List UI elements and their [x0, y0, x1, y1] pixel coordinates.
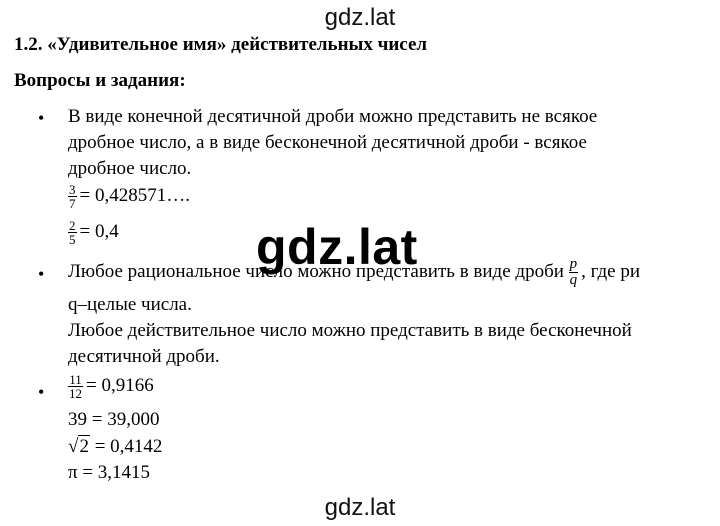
block1-line-3: дробное число.	[68, 158, 192, 179]
numerator: 2	[69, 218, 76, 233]
denominator: 7	[69, 196, 76, 211]
block2-text-after: , где pи	[581, 260, 641, 282]
example-value: = 0,428571….	[79, 184, 190, 206]
block2-line-2: q–целые числа.	[68, 294, 192, 315]
block1-line-2: дробное число, а в виде бесконечной десятичной дроби - всякое	[68, 132, 587, 153]
denominator: q	[569, 272, 578, 288]
bullet-2: •	[38, 264, 45, 284]
example-fraction-3-7	[68, 183, 190, 210]
example-fraction-2-5	[68, 219, 119, 246]
block2-text: Любое рациональное число можно представить в виде дроби	[68, 260, 564, 282]
fraction	[68, 373, 83, 400]
example-fraction-11-12	[68, 373, 154, 400]
example-39: 39 = 39,000	[68, 409, 160, 430]
example-value: = 0,4142	[94, 436, 163, 457]
block2-line-4: десятичной дроби.	[68, 346, 220, 367]
bullet-3: •	[38, 382, 45, 402]
radicand: 2	[79, 436, 89, 457]
section-title: 1.2. «Удивительное имя» действительных чисел	[14, 34, 428, 55]
numerator: p	[569, 256, 578, 272]
numerator: 11	[69, 372, 82, 387]
fraction	[68, 183, 77, 210]
section-subtitle: Вопросы и задания:	[14, 70, 186, 91]
block2-line-3: Любое действительное число можно представить в виде бесконечной	[68, 320, 632, 341]
denominator: 12	[69, 386, 82, 401]
numerator: 3	[69, 182, 76, 197]
bullet-1: •	[38, 108, 45, 128]
example-value: = 0,4	[79, 220, 119, 242]
example-pi: π = 3,1415	[68, 462, 151, 483]
fraction	[68, 219, 77, 246]
denominator: 5	[69, 232, 76, 247]
example-value: = 0,9166	[86, 374, 154, 396]
sqrt-symbol: √2	[68, 436, 89, 457]
block1-line-1: В виде конечной десятичной дроби можно представить не всякое	[68, 106, 598, 127]
watermark-top: gdz.lat	[324, 4, 396, 31]
example-sqrt-2	[68, 436, 162, 458]
watermark-middle: gdz.lat	[256, 219, 418, 275]
fraction-p-q	[569, 257, 579, 288]
watermark-bottom: gdz.lat	[324, 494, 396, 521]
